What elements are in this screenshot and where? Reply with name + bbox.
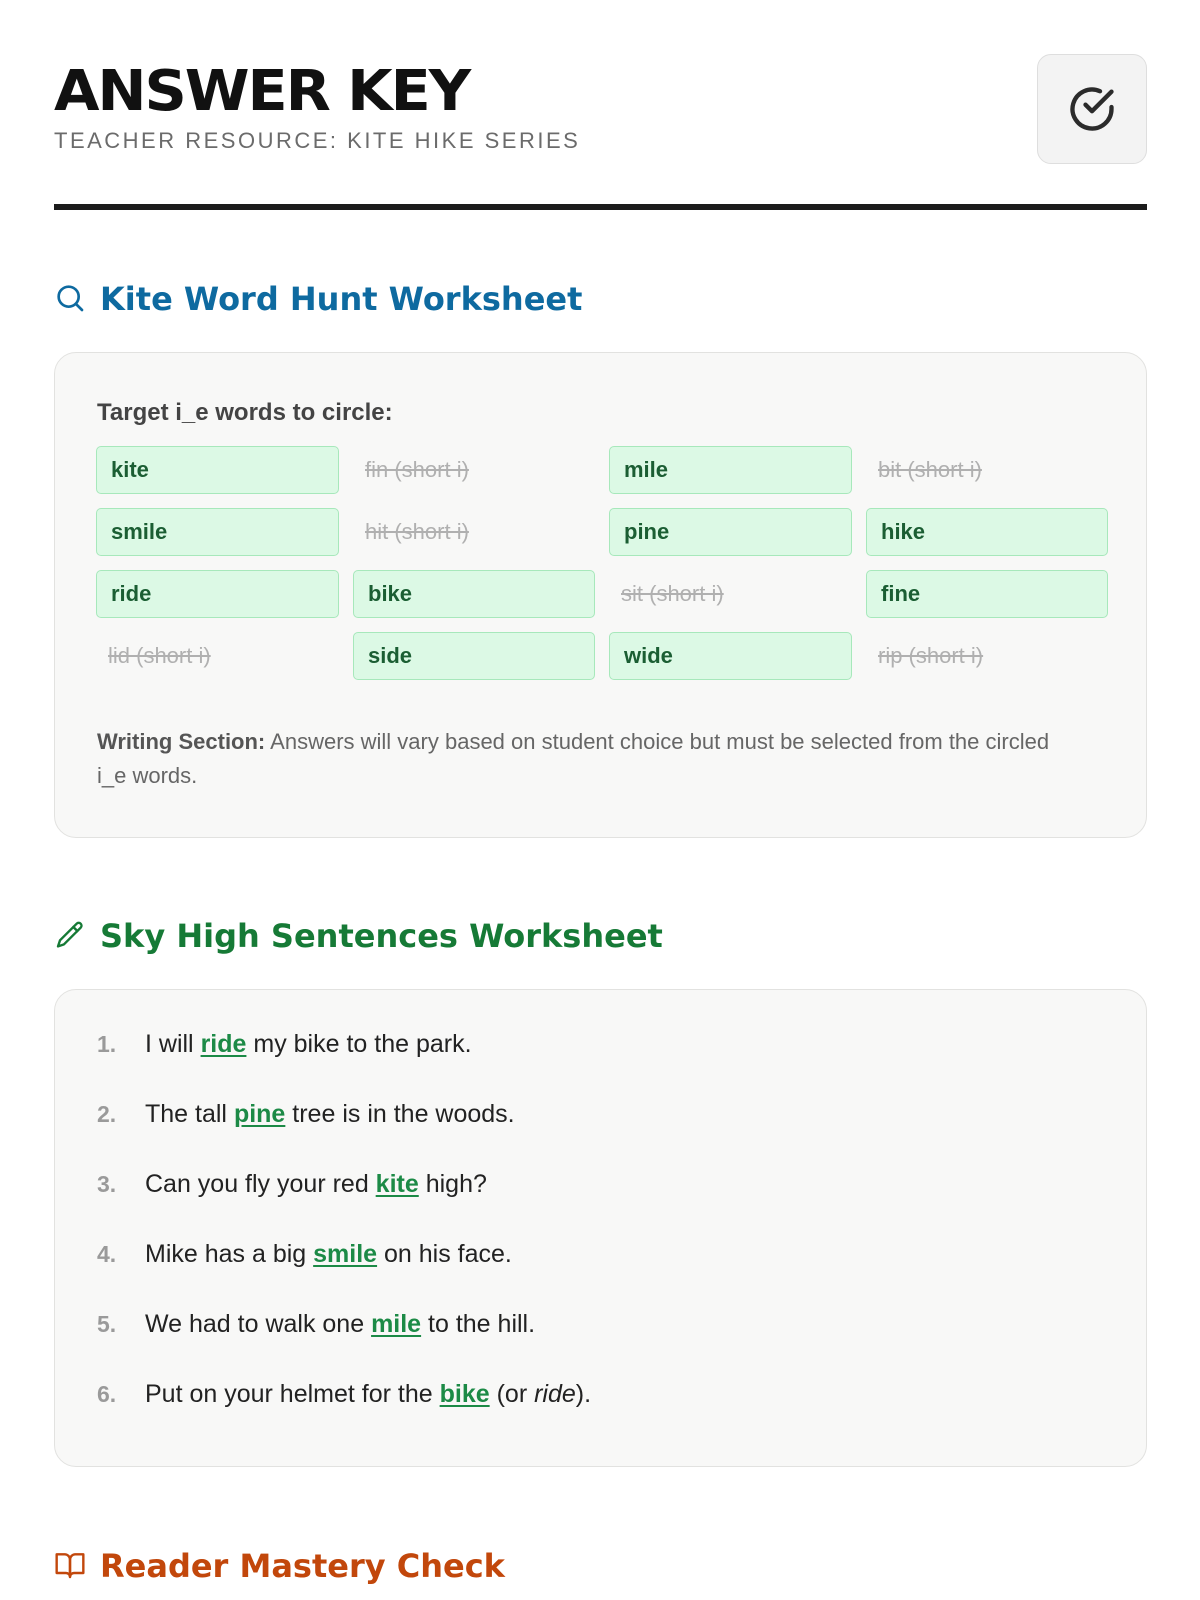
writing-section-note <box>97 725 1076 793</box>
sentence-item <box>97 1310 1106 1380</box>
sentence-before: Mike has a big <box>145 1240 314 1268</box>
sentence-after: (or <box>489 1380 535 1408</box>
sentences-title: Sky High Sentences Worksheet <box>100 917 663 955</box>
check-circle-icon <box>1066 83 1118 135</box>
sentence-text <box>145 1380 591 1409</box>
sentence-before: We had to walk one <box>145 1310 372 1338</box>
distractor-word: lid (short i) <box>108 643 211 668</box>
answer-word: smile <box>313 1240 378 1268</box>
answer-word: pine <box>233 1100 286 1128</box>
mastery-heading <box>54 1547 505 1585</box>
sentence-text <box>145 1170 487 1199</box>
search-icon <box>54 282 88 316</box>
sentences-heading <box>54 917 663 955</box>
word-hunt-heading <box>54 280 582 318</box>
answer-word: bike <box>439 1380 490 1408</box>
page-title: ANSWER KEY <box>54 59 470 124</box>
sentence-number: 3. <box>97 1171 117 1197</box>
word-hunt-label: Target i_e words to circle: <box>97 399 393 426</box>
sentence-number: 5. <box>97 1311 117 1337</box>
sentence-text <box>145 1310 535 1339</box>
sentence-text <box>145 1240 512 1269</box>
sentence-item <box>97 1170 1106 1240</box>
sentence-after: high? <box>418 1170 487 1198</box>
sentence-after: tree is in the woods. <box>285 1100 515 1128</box>
distractor-word: sit (short i) <box>621 581 724 606</box>
word-grid <box>96 446 1108 680</box>
mastery-title: Reader Mastery Check <box>100 1547 505 1585</box>
target-word: hike <box>866 508 1108 556</box>
target-word: ride <box>96 570 339 618</box>
sentence-number: 4. <box>97 1241 117 1267</box>
distractor-word: fin (short i) <box>365 457 469 482</box>
sentence-after: on his face. <box>377 1240 512 1268</box>
sentence-number: 6. <box>97 1381 117 1407</box>
sentence-item <box>97 1100 1106 1170</box>
target-word: kite <box>96 446 339 494</box>
sentence-list <box>97 1030 1106 1450</box>
sentence-text <box>145 1030 472 1059</box>
sentence-before: The tall <box>145 1100 234 1128</box>
sentence-item <box>97 1240 1106 1310</box>
pencil-icon <box>54 919 88 953</box>
sentence-after: my bike to the park. <box>246 1030 472 1058</box>
page-header <box>54 48 1147 218</box>
sentence-before: Can you fly your red <box>145 1170 376 1198</box>
target-word: mile <box>609 446 852 494</box>
sentence-before: I will <box>145 1030 201 1058</box>
distractor-word: rip (short i) <box>878 643 984 668</box>
target-word: wide <box>609 632 852 680</box>
writing-note-label: Writing Section: <box>97 729 266 754</box>
alternate-answer: ride <box>534 1380 576 1408</box>
distractor-word: bit (short i) <box>878 457 982 482</box>
target-word: fine <box>866 570 1108 618</box>
sentence-before: Put on your helmet for the <box>145 1380 440 1408</box>
target-word: smile <box>96 508 339 556</box>
sentence-item <box>97 1380 1106 1450</box>
target-word: pine <box>609 508 852 556</box>
distractor-word: hit (short i) <box>365 519 469 544</box>
sentence-text <box>145 1100 515 1129</box>
check-badge <box>1037 54 1147 164</box>
answer-word: mile <box>371 1310 422 1338</box>
sentence-after-2: ). <box>575 1380 592 1408</box>
answer-word: kite <box>375 1170 419 1198</box>
sentence-item <box>97 1030 1106 1100</box>
word-hunt-card <box>54 352 1147 838</box>
writing-note-text: Answers will vary based on student choice but must be selected from the circled i_e words. <box>97 729 1050 788</box>
page-subtitle: TEACHER RESOURCE: KITE HIKE SERIES <box>54 128 581 153</box>
book-icon <box>54 1549 88 1583</box>
answer-word: ride <box>200 1030 247 1058</box>
target-word: side <box>353 632 595 680</box>
header-divider <box>54 204 1147 210</box>
word-hunt-title: Kite Word Hunt Worksheet <box>100 280 583 318</box>
sentence-after: to the hill. <box>421 1310 536 1338</box>
target-word: bike <box>353 570 595 618</box>
sentence-number: 1. <box>97 1031 117 1057</box>
sentences-card <box>54 989 1147 1467</box>
sentence-number: 2. <box>97 1101 117 1127</box>
